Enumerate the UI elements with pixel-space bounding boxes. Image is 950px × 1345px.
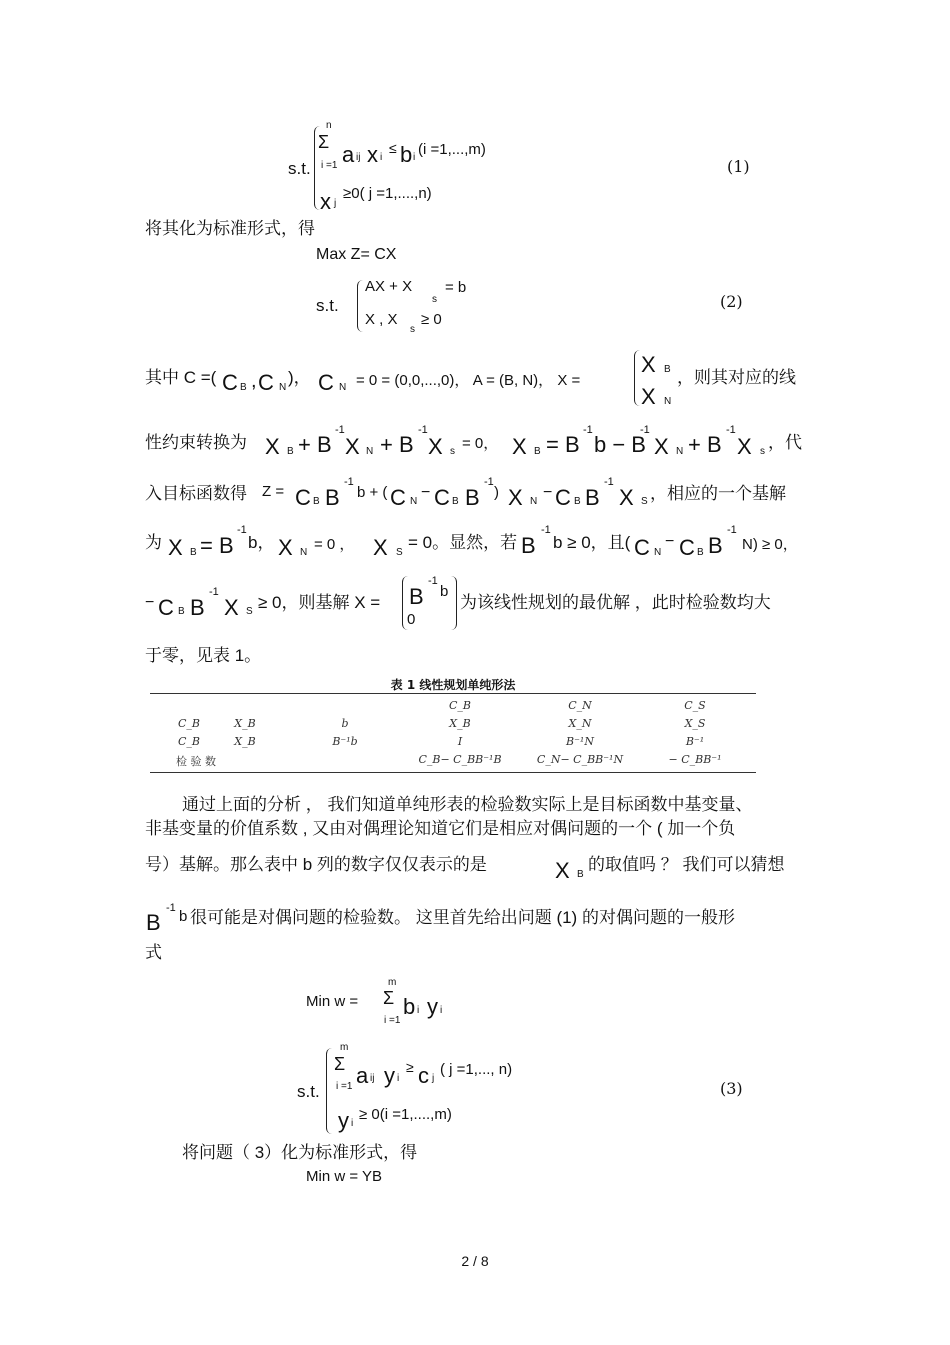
text: 为该线性规划的最优解 ，此时检验数均大 bbox=[460, 593, 771, 612]
sum-lower: i =1 bbox=[321, 160, 338, 171]
table-cell: X_B bbox=[449, 717, 471, 730]
paragraph: 将其化为标准形式，得 bbox=[145, 219, 315, 238]
sup-inverse: -1 bbox=[727, 524, 737, 536]
sub: B bbox=[190, 547, 197, 558]
coef-a: a bbox=[342, 142, 355, 167]
text: b bbox=[440, 583, 449, 600]
sub: B bbox=[452, 496, 459, 507]
text: = 0 = (0,0,...,0)， A = (B, N)， X = bbox=[356, 372, 581, 389]
sub: B bbox=[664, 364, 671, 375]
text: − bbox=[421, 484, 431, 501]
table-cell: B⁻¹b bbox=[332, 735, 358, 748]
var-x: X bbox=[278, 535, 293, 560]
sub: B bbox=[240, 382, 247, 393]
sup-inverse: -1 bbox=[335, 424, 345, 436]
equation-4: Min w = YB bbox=[306, 1168, 383, 1185]
sub: i bbox=[440, 1005, 443, 1016]
table-bottom-rule bbox=[150, 772, 756, 773]
sub-j: j bbox=[334, 198, 337, 209]
var-x: X bbox=[512, 434, 527, 459]
text: b bbox=[179, 908, 188, 925]
sup-inverse: -1 bbox=[344, 476, 354, 488]
text: ，代 bbox=[768, 433, 802, 452]
range-j: ( j =1,..., n) bbox=[440, 1061, 513, 1078]
text: 的取值吗 ？ 我们可以猜想 bbox=[588, 855, 785, 874]
equation-number: (3) bbox=[720, 1079, 743, 1098]
term: + B bbox=[688, 432, 722, 457]
var-b: B bbox=[521, 533, 536, 558]
sigma-symbol: Σ bbox=[383, 988, 395, 1008]
st-label: s.t. bbox=[288, 159, 311, 178]
table-cell: X_N bbox=[568, 717, 592, 730]
le-sign: ≤ bbox=[389, 140, 397, 156]
sub-s: s bbox=[432, 294, 437, 305]
sigma-symbol: Σ bbox=[334, 1054, 346, 1074]
sup-inverse: -1 bbox=[428, 575, 438, 587]
sub: B bbox=[574, 496, 581, 507]
sup-inverse: -1 bbox=[541, 524, 551, 536]
constraint-1-rhs: = b bbox=[445, 279, 467, 296]
sup-inverse: -1 bbox=[604, 476, 614, 488]
var-c: C bbox=[434, 485, 450, 510]
var-c: C bbox=[258, 370, 274, 395]
sub: s bbox=[450, 446, 455, 457]
var-c: C bbox=[390, 485, 406, 510]
table-top-rule bbox=[150, 693, 756, 694]
coef-a: a bbox=[356, 1063, 369, 1088]
var-b: B bbox=[146, 910, 161, 935]
sub-s: s bbox=[410, 324, 415, 335]
sub: S bbox=[641, 496, 648, 507]
sub: S bbox=[246, 606, 253, 617]
var-c: C bbox=[679, 535, 695, 560]
paragraph: 通过上面的分析 ， 我们知道单纯形表的检验数实际上是目标函数中基变量、 bbox=[182, 795, 753, 814]
text: 号）基解。那么表中 b 列的数字仅仅表示的是 bbox=[145, 855, 487, 874]
text: = 0。显然，若 bbox=[408, 533, 518, 552]
var-x: X bbox=[224, 595, 239, 620]
var-c: C bbox=[295, 485, 311, 510]
left-brace bbox=[326, 1048, 333, 1134]
paragraph: 式 bbox=[145, 943, 162, 962]
var-c: c bbox=[418, 1063, 429, 1088]
objective-min: Min w = bbox=[306, 993, 359, 1010]
term: b − B bbox=[594, 432, 646, 457]
text: 入目标函数得 bbox=[145, 484, 247, 503]
table-cell: I bbox=[457, 735, 463, 748]
sub: N bbox=[664, 396, 672, 407]
var-x: X bbox=[555, 858, 570, 883]
sub: i bbox=[417, 1005, 420, 1016]
sub: i bbox=[397, 1073, 400, 1084]
table-cell: C_S bbox=[684, 699, 706, 712]
text: b + ( bbox=[357, 484, 388, 501]
sup-inverse: -1 bbox=[237, 524, 247, 536]
sub: B bbox=[534, 446, 541, 457]
sub-bi: i bbox=[413, 152, 416, 163]
page-number: 2 / 8 bbox=[461, 1253, 489, 1269]
sub-ij: ij bbox=[356, 152, 361, 163]
var-c: C bbox=[634, 535, 650, 560]
var-x: x bbox=[367, 142, 378, 167]
table-cell: C_B− C_BB⁻¹B bbox=[418, 753, 502, 766]
sum-upper: n bbox=[326, 120, 332, 131]
constraint-2-rhs: ≥ 0 bbox=[421, 311, 442, 328]
var-b: B bbox=[190, 595, 205, 620]
var-x: X bbox=[373, 535, 388, 560]
objective-max: Max Z= CX bbox=[316, 246, 397, 263]
text: 性约束转换为 bbox=[145, 433, 247, 452]
var-x: X bbox=[428, 434, 443, 459]
var-x: X bbox=[641, 384, 656, 409]
sup-inverse: -1 bbox=[583, 424, 593, 436]
text: b ≥ 0，且( bbox=[553, 533, 631, 552]
sup-inverse: -1 bbox=[418, 424, 428, 436]
simplex-table bbox=[150, 676, 756, 776]
text: Z = bbox=[262, 483, 285, 500]
table-cell: C_B bbox=[178, 717, 200, 730]
sup-inverse: -1 bbox=[209, 586, 219, 598]
var-y: y bbox=[427, 994, 438, 1019]
st-label: s.t. bbox=[316, 296, 339, 315]
sum-upper: m bbox=[388, 977, 397, 988]
var-x: X bbox=[654, 434, 669, 459]
range-i: (i =1,...,m) bbox=[418, 141, 486, 158]
sub: i bbox=[351, 1118, 354, 1129]
text: ) bbox=[494, 484, 499, 501]
table-cell: − C_BB⁻¹ bbox=[668, 753, 722, 766]
table-cell: C_N bbox=[568, 699, 592, 712]
sup-inverse: -1 bbox=[726, 424, 736, 436]
term: + B bbox=[380, 432, 414, 457]
var-b: b bbox=[400, 142, 413, 167]
table-cell: X_B bbox=[234, 735, 256, 748]
constraint-2: X , X bbox=[365, 311, 398, 328]
sub: B bbox=[178, 606, 185, 617]
sub: N bbox=[366, 446, 374, 457]
sub: N bbox=[530, 496, 538, 507]
var-x: X bbox=[265, 434, 280, 459]
text: − bbox=[665, 533, 675, 550]
paragraph: 将问题（ 3）化为标准形式，得 bbox=[182, 1143, 418, 1162]
sub: N bbox=[300, 547, 308, 558]
var-x: X bbox=[345, 434, 360, 459]
st-label: s.t. bbox=[297, 1082, 320, 1101]
nonneg-constraint: ≥0( j =1,....,n) bbox=[343, 185, 432, 202]
text: 0 bbox=[407, 611, 416, 628]
var-xj: x bbox=[320, 189, 331, 214]
var-x: X bbox=[737, 434, 752, 459]
paragraph: 非基变量的价值系数 , 又由对偶理论知道它们是相应对偶问题的一个 ( 加一个负 bbox=[145, 819, 736, 838]
var-x: X bbox=[619, 485, 634, 510]
text: )， bbox=[288, 368, 311, 387]
sub: B bbox=[577, 869, 584, 880]
var-c: C bbox=[222, 370, 238, 395]
equation-number: (2) bbox=[720, 292, 743, 311]
var-c: C bbox=[158, 595, 174, 620]
table-cell: b bbox=[341, 717, 349, 730]
var-b: B bbox=[708, 533, 723, 558]
var-c: C bbox=[318, 370, 334, 395]
ge-sign: ≥ bbox=[406, 1059, 414, 1075]
text: N) ≥ 0， bbox=[742, 536, 798, 553]
left-brace bbox=[357, 280, 364, 332]
sub: N bbox=[410, 496, 418, 507]
text: = 0 ， bbox=[314, 536, 355, 553]
var-b: B bbox=[585, 485, 600, 510]
table-cell: 检 验 数 bbox=[176, 755, 216, 768]
text: 很可能是对偶问题的检验数。 这里首先给出问题 (1) 的对偶问题的一般形 bbox=[190, 908, 735, 927]
text: b， bbox=[248, 533, 275, 552]
sub: N bbox=[339, 382, 347, 393]
term: = B bbox=[546, 432, 580, 457]
sub: s bbox=[760, 446, 765, 457]
sub: B bbox=[313, 496, 320, 507]
sup-inverse: -1 bbox=[484, 476, 494, 488]
sub: j bbox=[432, 1073, 435, 1084]
table-cell: X_B bbox=[234, 717, 256, 730]
text: ≥ 0，则基解 X = bbox=[258, 593, 381, 612]
table-cell: C_B bbox=[449, 699, 471, 712]
sigma-symbol: Σ bbox=[318, 132, 330, 152]
text: = 0， bbox=[462, 435, 499, 452]
table-cell: C_B bbox=[178, 735, 200, 748]
text: 为 bbox=[145, 533, 162, 552]
table-cell: B⁻¹ bbox=[685, 735, 705, 748]
term: = B bbox=[200, 533, 234, 558]
sum-lower: i =1 bbox=[336, 1081, 353, 1092]
sub: B bbox=[697, 547, 704, 558]
var-b: b bbox=[403, 994, 416, 1019]
text: ，相应的一个基解 bbox=[650, 484, 786, 503]
sub: S bbox=[396, 547, 403, 558]
var-x: X bbox=[168, 535, 183, 560]
sub: B bbox=[287, 446, 294, 457]
sum-lower: i =1 bbox=[384, 1015, 401, 1026]
var-b: B bbox=[409, 584, 424, 609]
paragraph: 于零，见表 1。 bbox=[145, 646, 262, 665]
constraint-1: AX + X bbox=[365, 278, 413, 295]
nonneg-constraint: ≥ 0(i =1,....,m) bbox=[359, 1106, 452, 1123]
comma: , bbox=[251, 370, 257, 392]
var-x: X bbox=[641, 352, 656, 377]
sub: ij bbox=[370, 1073, 375, 1084]
var-y: y bbox=[384, 1063, 395, 1088]
text: − bbox=[145, 594, 155, 611]
sub-i: i bbox=[380, 152, 383, 163]
var-y: y bbox=[338, 1108, 349, 1133]
text: 其中 C =( bbox=[145, 368, 217, 387]
right-brace bbox=[450, 576, 457, 630]
table-cell: C_N− C_BB⁻¹N bbox=[536, 753, 624, 766]
table-cell: X_S bbox=[684, 717, 706, 730]
sum-upper: m bbox=[340, 1042, 349, 1053]
table-cell: B⁻¹N bbox=[566, 735, 594, 748]
left-brace bbox=[634, 350, 641, 406]
sup-inverse: -1 bbox=[640, 424, 650, 436]
sub: N bbox=[279, 382, 287, 393]
text: − bbox=[543, 484, 553, 501]
var-b: B bbox=[465, 485, 480, 510]
var-c: C bbox=[555, 485, 571, 510]
table-title: 表 1 线性规划单纯形法 bbox=[390, 678, 516, 692]
equation-number: (1) bbox=[727, 157, 750, 176]
var-x: X bbox=[508, 485, 523, 510]
sub: N bbox=[676, 446, 684, 457]
sub: N bbox=[654, 547, 662, 558]
var-b: B bbox=[325, 485, 340, 510]
text: ，则其对应的线 bbox=[677, 368, 796, 387]
sup-inverse: -1 bbox=[166, 902, 176, 914]
term: + B bbox=[298, 432, 332, 457]
